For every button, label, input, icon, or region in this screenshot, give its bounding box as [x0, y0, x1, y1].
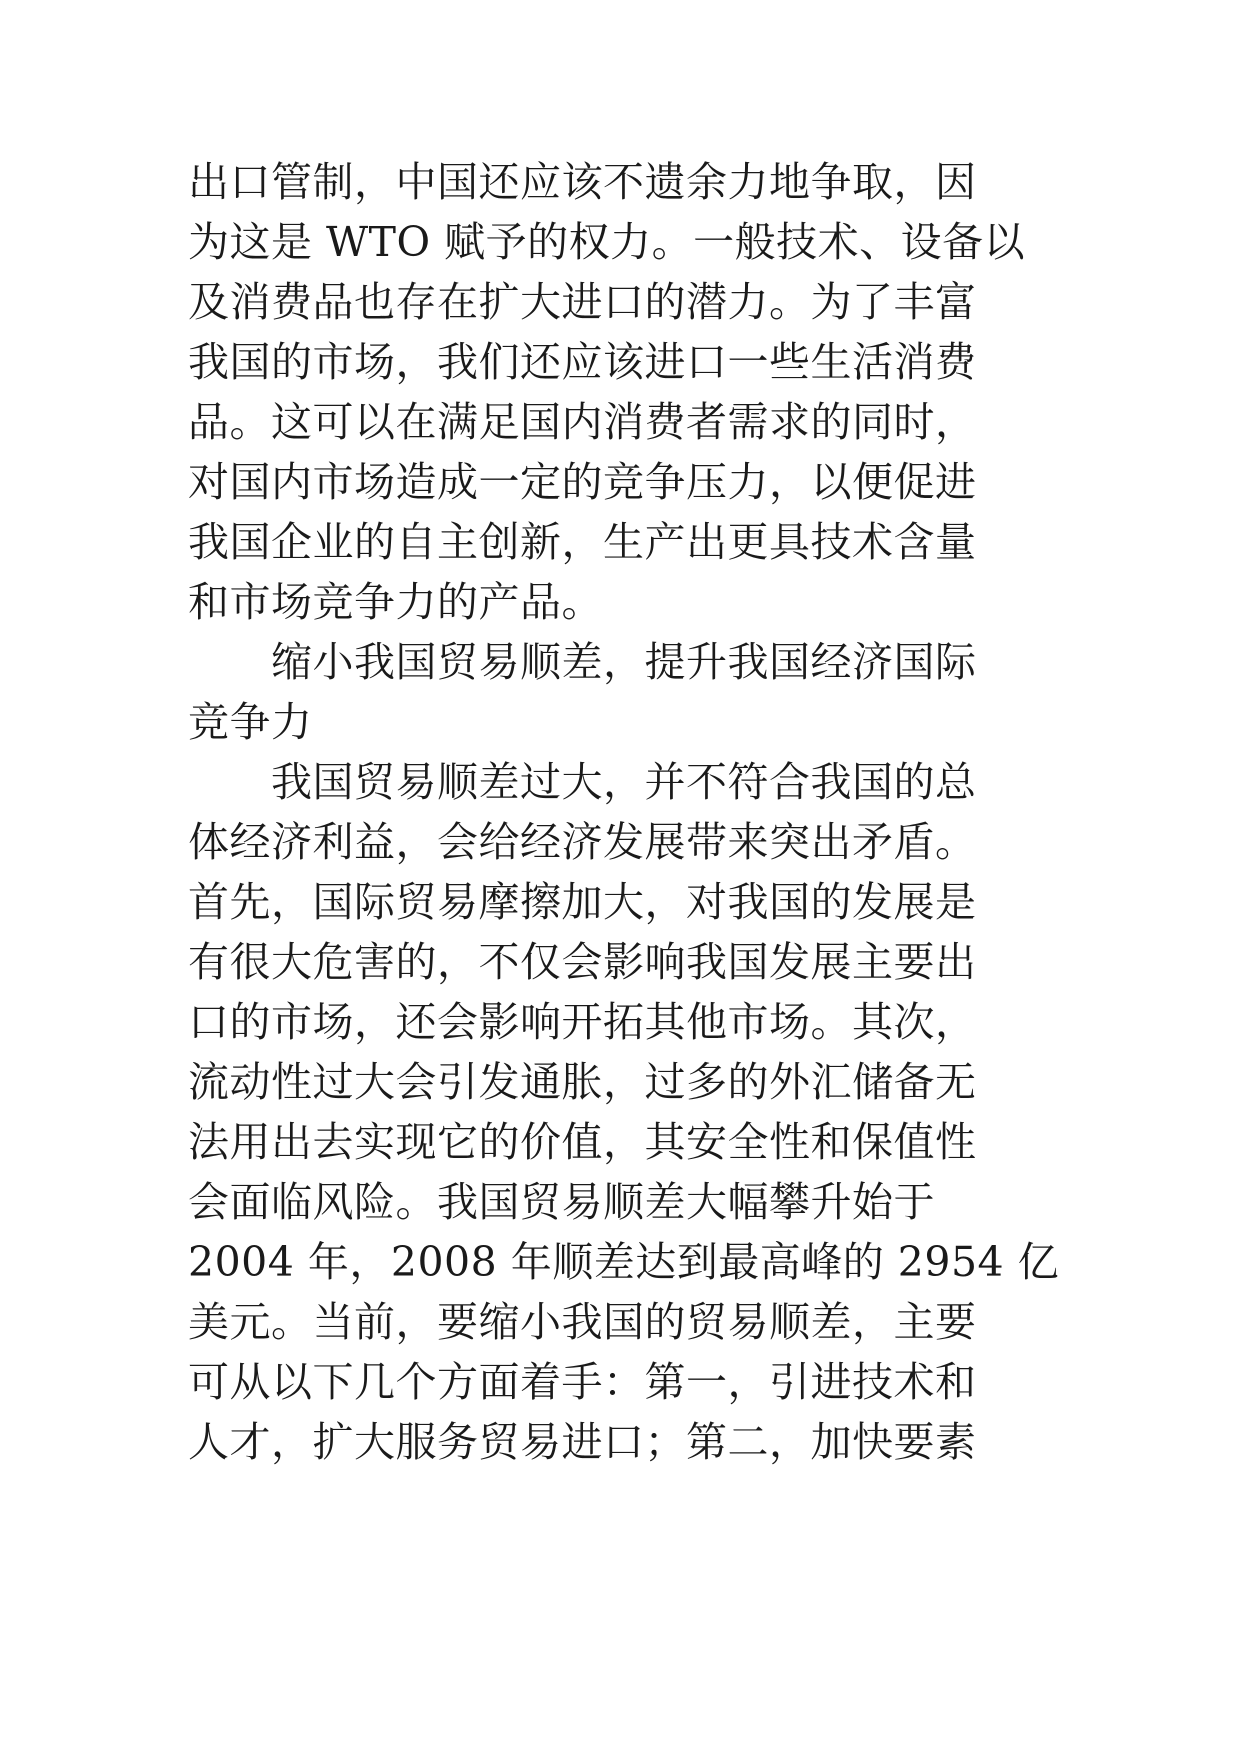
section-heading-line: 竞争力 — [188, 698, 313, 746]
text-line: 有很大危害的，不仅会影响我国发展主要出 — [188, 938, 977, 986]
text-line: 美元。当前，要缩小我国的贸易顺差，主要 — [188, 1298, 977, 1346]
text-line: 首先，国际贸易摩擦加大，对我国的发展是 — [188, 878, 977, 926]
text-line: 法用出去实现它的价值，其安全性和保值性 — [188, 1118, 977, 1166]
body-text — [188, 152, 1058, 1472]
text-line: 对国内市场造成一定的竞争压力，以便促进 — [188, 458, 977, 506]
text-line: 为这是 WTO 赋予的权力。一般技术、设备以 — [188, 218, 1026, 266]
text-line: 2004 年，2008 年顺差达到最高峰的 2954 亿 — [188, 1238, 1060, 1286]
text-line: 我国企业的自主创新，生产出更具技术含量 — [188, 518, 977, 566]
text-line: 品。这可以在满足国内消费者需求的同时， — [188, 398, 977, 446]
text-line: 可从以下几个方面着手：第一，引进技术和 — [188, 1358, 977, 1406]
text-line: 和市场竞争力的产品。 — [188, 578, 603, 626]
text-line: 会面临风险。我国贸易顺差大幅攀升始于 — [188, 1178, 935, 1226]
text-line: 口的市场，还会影响开拓其他市场。其次， — [188, 998, 977, 1046]
text-line: 流动性过大会引发通胀，过多的外汇储备无 — [188, 1058, 977, 1106]
text-line: 我国贸易顺差过大，并不符合我国的总 — [188, 758, 977, 806]
text-line: 出口管制，中国还应该不遗余力地争取，因 — [188, 158, 977, 206]
text-line: 我国的市场，我们还应该进口一些生活消费 — [188, 338, 977, 386]
text-line: 及消费品也存在扩大进口的潜力。为了丰富 — [188, 278, 977, 326]
section-heading-line: 缩小我国贸易顺差，提升我国经济国际 — [188, 638, 977, 686]
text-line: 人才，扩大服务贸易进口；第二，加快要素 — [188, 1418, 977, 1466]
text-line: 体经济利益，会给经济发展带来突出矛盾。 — [188, 818, 977, 866]
